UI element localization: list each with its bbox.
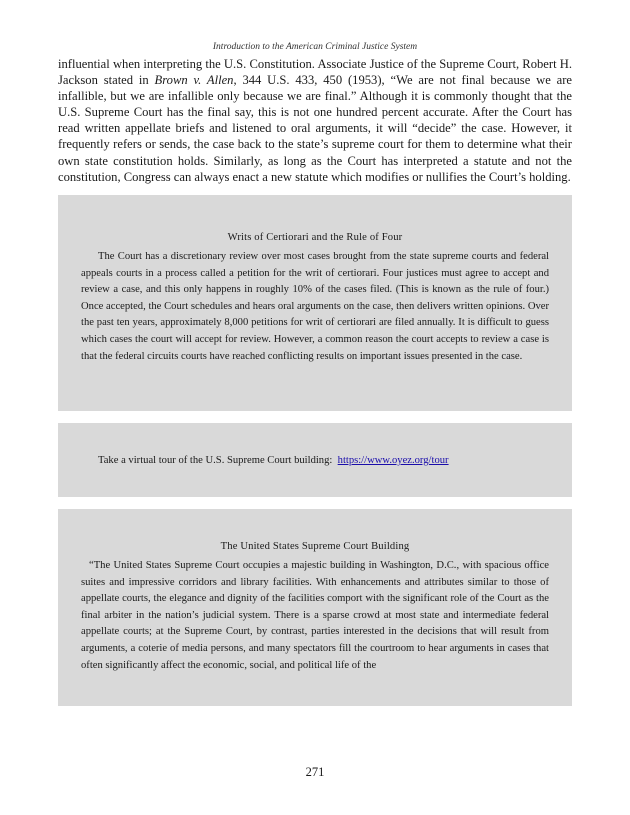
virtual-tour-line [98, 453, 532, 468]
paragraph-text-1: influential when interpreting the U.S. Constitution. Associate Justice of the Supreme Court, Robert H. Jackson stated in [58, 57, 572, 88]
running-header: Introduction to the American Criminal Justice System [212, 42, 418, 52]
case-citation: Brown v. Allen [154, 73, 234, 88]
virtual-tour-text: Take a virtual tour of the U.S. Supreme Court building: [98, 455, 333, 466]
page-number: 271 [305, 765, 325, 779]
paragraph-text-2: , 344 U.S. 433, 450 (1953), “We are not final because we are infallible, but we are infallible only because we are final.” Although it is commonly thought that the U.S. Supreme Court has the final say, this is not one hundred percent accurate. After the Court has read written appellate briefs and listened to oral arguments, it will “decide” the case. However, it frequently refers or sends, the case back to the state’s supreme court for them to determine what their own state constitution holds. Similarly, as long as the Court has interpreted a statute and not the constitution, Congress can always enact a new statute which modifies or nullifies the Court’s holding. [58, 73, 572, 184]
court-building-box-title: The United States Supreme Court Building [220, 541, 410, 552]
certiorari-box-title: Writs of Certiorari and the Rule of Four [227, 232, 403, 243]
certiorari-box-text: The Court has a discretionary review over most cases brought from the state supreme courts and federal appeals courts in a process called a petition for the writ of certiorari. Four justices must agree to accept and review a case, and this only happens in roughly 10% of the cases filed. (This is known as the rule of four.) Once accepted, the Court schedules and hears oral arguments on the case, then delivers written opinions. Over the past ten years, approximately 8,000 petitions for writ of certiorari are filed annually. It is difficult to guess which cases the court will accept for review. However, a common reason the court accepts to review a case is that the federal circuits courts have reached conflicting results on important issues presented in the case. [81, 251, 549, 362]
court-building-box-text: “The United States Supreme Court occupies a majestic building in Washington, D.C., with spacious office suites and impressive corridors and library facilities. With enhancements and attributes similar to those of appellate courts, the elegance and dignity of the facilities comport with the significant role of the Court as the final arbiter in the nation’s judicial system. There is a sparse crowd at most state and intermediate federal appellate courts; at the Supreme Court, by contrast, parties interested in the decisions that will result from arguments, a coterie of media persons, and many spectators fill the courtroom to hear arguments in cases that often significantly affect the economic, social, and political life of the [81, 560, 549, 671]
court-building-sidebar-box [58, 509, 572, 706]
virtual-tour-box [58, 423, 572, 497]
certiorari-sidebar-box [58, 195, 572, 411]
virtual-tour-link[interactable]: https://www.oyez.org/tour [337, 455, 449, 466]
body-paragraph [58, 56, 572, 185]
